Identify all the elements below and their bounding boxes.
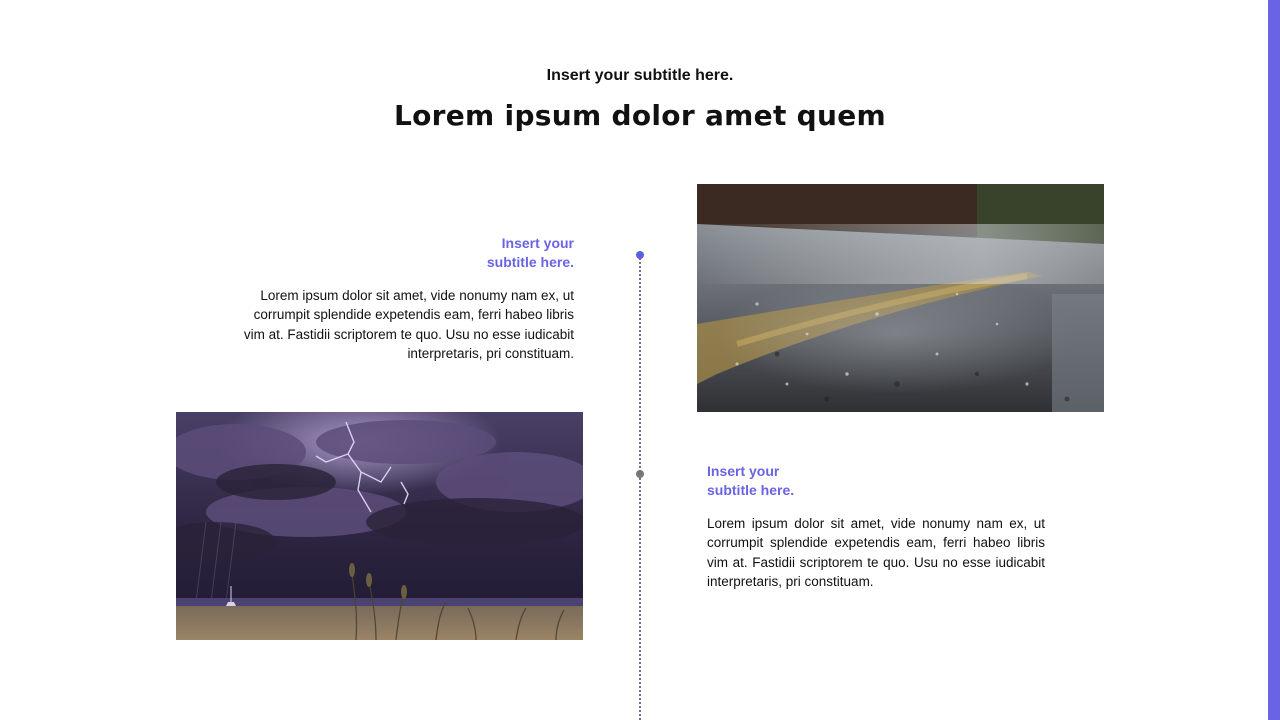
timeline-item-1-subtitle-line1: Insert your	[501, 235, 574, 251]
timeline-line	[639, 255, 641, 720]
timeline-dot-1	[636, 251, 644, 259]
storm-beach-photo	[176, 412, 583, 640]
timeline-item-2-body: Lorem ipsum dolor sit amet, vide nonumy nam ex, ut corrumpit splendide expetendis eam, ferri habeo libris vim at. Fastidii scriptorem te quo. Usu no esse iudicabit interpretaris, pri constituam.	[707, 516, 1045, 589]
timeline-item-2-subtitle-line1: Insert your	[707, 463, 780, 479]
timeline-item-1-subtitle	[404, 234, 574, 272]
timeline-item-1-body: Lorem ipsum dolor sit amet, vide nonumy nam ex, ut corrumpit splendide expetendis eam, ferri habeo libris vim at. Fastidii scriptorem te quo. Usu no esse iudicabit interpretaris, pri constituam.	[243, 288, 574, 361]
slide-subtitle: Insert your subtitle here.	[546, 67, 734, 84]
rain-road-photo	[697, 184, 1104, 412]
timeline-item-2-subtitle-line2: subtitle here.	[707, 482, 795, 498]
slide-title: Lorem ipsum dolor amet quem	[393, 99, 887, 132]
timeline-item-1-subtitle-line2: subtitle here.	[486, 254, 574, 270]
timeline-item-2-subtitle	[707, 462, 907, 500]
timeline-dot-2	[636, 470, 644, 478]
